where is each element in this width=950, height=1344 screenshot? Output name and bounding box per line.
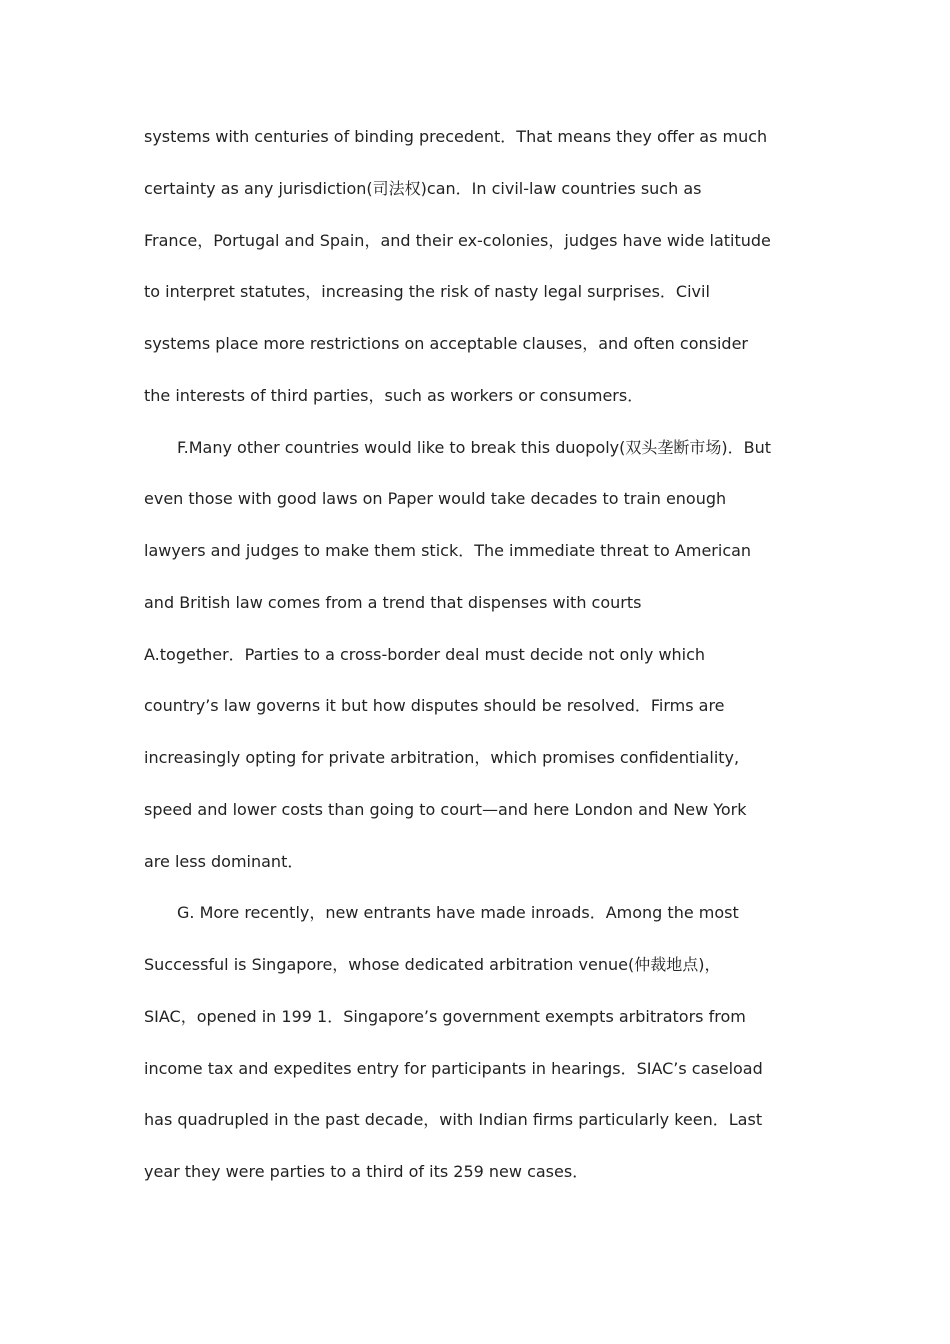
text-line: SIAC，opened in 199 1．Singapore’s government exempts arbitrators from [144,1006,746,1026]
document-body [144,111,816,1198]
text-line: speed and lower costs than going to court—and here London and New York [144,799,747,819]
text-line: systems with centuries of binding precedent．That means they offer as much [144,127,768,146]
text-line: systems place more restrictions on acceptable clauses，and often consider [144,334,748,353]
paragraph-f-start: F.Many other countries would like to break this duopoly(双头垄断市场)．But [177,437,772,457]
text-line: and British law comes from a trend that dispenses with courts [144,592,642,612]
text-line: year they were parties to a third of its 259 new cases． [144,1162,589,1181]
text-line: Successful is Singapore，whose dedicated arbitration venue(仲裁地点)， [144,955,721,974]
text-line: increasingly opting for private arbitration，which promises confidentiality, [144,748,740,767]
text-line: has quadrupled in the past decade，with Indian firms particularly keen．Last [144,1110,763,1130]
text-line: country’s law governs it but how disputes should be resolved．Firms are [144,696,725,716]
text-line: even those with good laws on Paper would take decades to train enough [144,489,727,509]
text-line: A.together．Parties to a cross-border deal must decide not only which [144,644,706,664]
text-line: to interpret statutes，increasing the risk of nasty legal surprises．Civil [144,282,710,302]
text-line: France，Portugal and Spain，and their ex-colonies，judges have wide latitude [144,230,771,250]
text-line: income tax and expedites entry for participants in hearings．SIAC’s caseload [144,1058,763,1078]
text-line: certainty as any jurisdiction(司法权)can．In civil-law countries such as [144,178,702,198]
text-line: are less dominant． [144,851,304,871]
text-line: lawyers and judges to make them stick．The immediate threat to American [144,541,752,560]
paragraph-g-start: G. More recently，new entrants have made inroads．Among the most [177,903,739,923]
text-line: the interests of third parties，such as workers or consumers． [144,385,644,405]
